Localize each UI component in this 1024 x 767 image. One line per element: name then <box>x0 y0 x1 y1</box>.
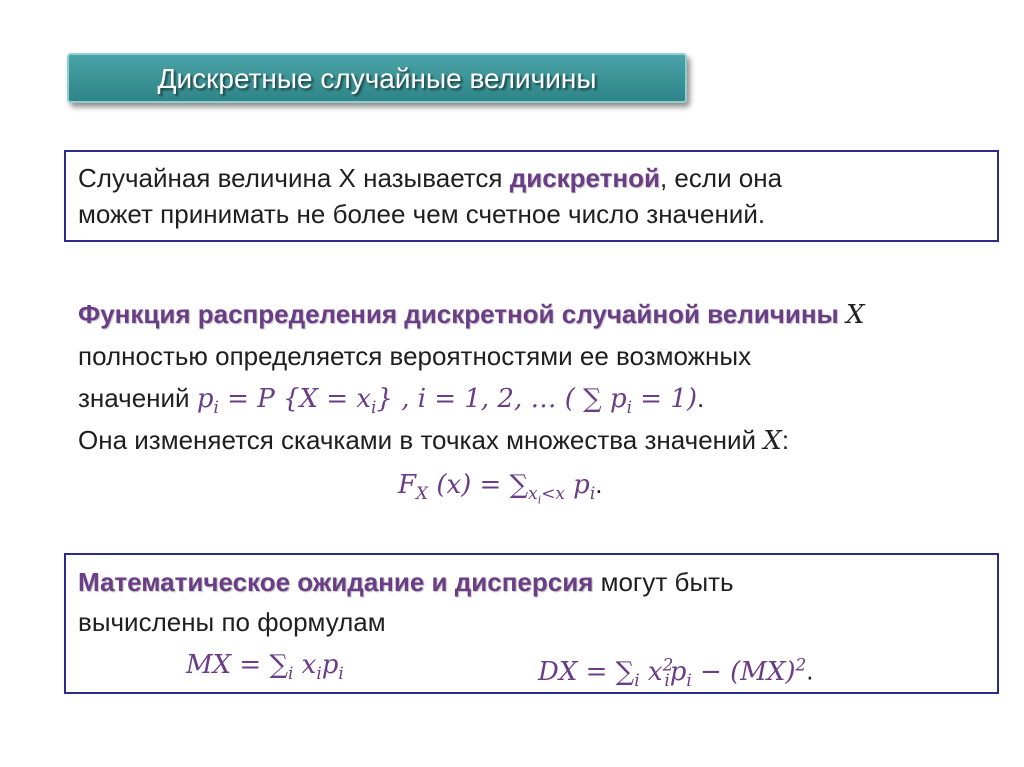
definition-text: Случайная величина X называется <box>78 163 510 193</box>
cdf-formula: $F_X$ $(x) = \sum_{x_i<x}$ $p_i$. <box>398 469 603 507</box>
definition-line-1 <box>78 160 782 196</box>
distribution-line-4-text: Она изменяется скачками в точках множества значений <box>78 425 764 455</box>
moments-line-2: вычислены по формулам <box>78 607 386 637</box>
distribution-line-3 <box>78 380 704 425</box>
distribution-line-3-text: значений <box>78 383 197 413</box>
distribution-line-4-var: X <box>763 426 782 456</box>
distribution-heading-text: Функция распределения дискретной случайной величины <box>78 299 839 329</box>
dx-formula: DX = $\sum_i$ $x^2_ip_i - (MX)^2$. <box>538 654 814 690</box>
probability-formula: $p_i = P$ $\{X = x_i\}$ , i = 1, 2, … ( ∑ $p_i = 1$) <box>196 384 698 418</box>
distribution-heading-var: X <box>846 300 865 330</box>
distribution-line-2: полностью определяется вероятностями ее возможных <box>78 341 752 371</box>
title-banner <box>67 53 687 103</box>
moments-text: могут быть <box>593 567 734 597</box>
slide-title: Дискретные случайные величины <box>157 63 597 94</box>
definition-line-2: может принимать не более чем счетное число значений. <box>78 199 766 229</box>
distribution-line-3-end: . <box>697 383 705 413</box>
moments-highlight: Математическое ожидание и дисперсия <box>78 567 594 597</box>
definition-highlight: дискретной <box>509 163 660 193</box>
definition-text-end: , если она <box>659 163 783 193</box>
moments-line-1 <box>78 564 734 600</box>
mx-formula: MX = $\sum_i$ $x_ip_i$ <box>186 650 344 684</box>
distribution-line-4 <box>78 422 789 459</box>
distribution-line-4-colon: : <box>781 425 790 455</box>
distribution-heading <box>78 296 865 333</box>
